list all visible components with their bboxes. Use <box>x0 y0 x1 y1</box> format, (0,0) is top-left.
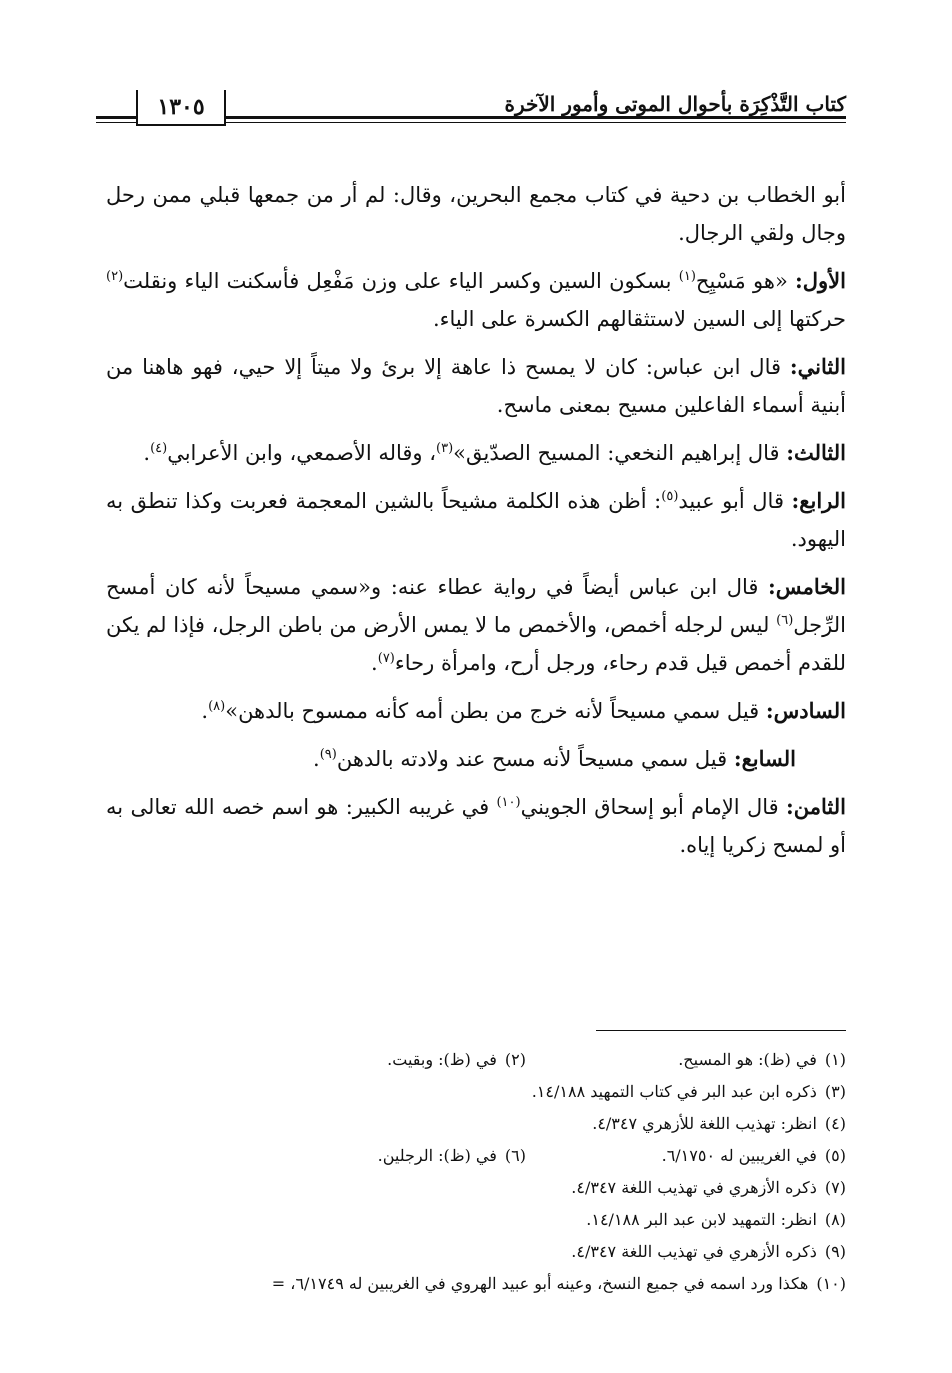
footnote-9 <box>571 1236 846 1268</box>
paragraph-text: ليس لرجله أخمص، والأخمص ما لا يمس الأرض من باطن الرجل، فإذا لم يكن للقدم أخمص قيل قدم رحاء، ورجل أرح، وامرأة رحاء <box>106 613 846 675</box>
paragraph-text: قال الإمام أبو إسحاق الجويني <box>520 795 787 819</box>
footnote-text: ذكره الأزهري في تهذيب اللغة ٤/٣٤٧. <box>571 1178 817 1197</box>
paragraph-text: . <box>371 651 378 675</box>
footnote-text: ذكره الأزهري في تهذيب اللغة ٤/٣٤٧. <box>571 1242 817 1261</box>
page-number: ١٣٠٥ <box>136 90 226 126</box>
footnote-text: انظر: تهذيب اللغة للأزهري ٤/٣٤٧. <box>592 1114 817 1133</box>
paragraph-text: ، وقاله الأصمعي، وابن الأعرابي <box>167 441 437 465</box>
paragraph-lead: السابع: <box>733 746 796 771</box>
footnote-4 <box>592 1108 846 1140</box>
paragraph-text: قال أبو عبيد <box>678 489 792 513</box>
running-title: كتاب التَّذْكِرَة بأحوال الموتى وأمور الآخرة <box>504 92 846 116</box>
footnote-text: هكذا ورد اسمه في جميع النسخ، وعينه أبو عبيد الهروي في الغريبين له ٦/١٧٤٩، = <box>271 1274 809 1293</box>
footnote-marker: (٧) <box>377 651 395 666</box>
paragraph-intro: أبو الخطاب بن دحية في كتاب مجمع البحرين، وقال: لم أر من جمعها قبلي ممن رحل وجال ولقي الرجال. <box>106 183 846 245</box>
footnote-marker: (٣) <box>436 441 454 456</box>
paragraph-text: قال ابن عباس: كان لا يمسح ذا عاهة إلا برئ ولا ميتاً إلا حيي، فهو هاهنا من أبنية أسماء الفاعلين مسيح بمعنى ماسح. <box>106 355 846 417</box>
paragraph-lead: السادس: <box>765 698 846 723</box>
footnote-1 <box>526 1044 846 1076</box>
paragraph-text: «هو مَسْيِح <box>695 269 796 293</box>
footnote-number: (٣) <box>824 1082 846 1101</box>
footnote-text: ذكره ابن عبد البر في كتاب التمهيد ١٤/١٨٨. <box>531 1082 817 1101</box>
footnote-number: (٥) <box>824 1146 846 1165</box>
paragraph-text: . <box>143 441 151 465</box>
paragraph-fourth <box>106 482 846 558</box>
footnote-marker: (٢) <box>106 269 124 284</box>
footnote-text: انظر: التمهيد لابن عبد البر ١٤/١٨٨. <box>586 1210 817 1229</box>
footnote-3 <box>532 1076 846 1108</box>
footnote-marker: (٥) <box>661 489 679 504</box>
footnote-number: (٧) <box>824 1178 846 1197</box>
paragraph-text: في غريبه الكبير: هو اسم خصه الله تعالى به أو لمسح زكريا إياه. <box>106 795 846 857</box>
footnote-6 <box>378 1140 526 1172</box>
footnote-marker: (٤) <box>150 441 168 456</box>
paragraph-text: . <box>201 699 209 723</box>
footnotes <box>86 1044 846 1300</box>
paragraph-text: قال ابن عباس أيضاً في رواية عطاء عنه: و«سمي مسيحاً لأنه كان أمسح الرِّجل <box>106 575 846 637</box>
paragraph-third <box>106 434 846 472</box>
paragraph-lead: الثالث: <box>786 440 846 465</box>
paragraph-sixth <box>106 692 846 730</box>
page-header <box>96 84 846 134</box>
footnote-text: في (ظ): الرجلين. <box>377 1146 497 1165</box>
footnote-row <box>86 1204 846 1236</box>
paragraph-fifth <box>106 568 846 682</box>
paragraph-lead: الخامس: <box>768 574 847 599</box>
paragraph-text: قيل سمي مسيحاً لأنه خرج من بطن أمه كأنه ممسوح بالدهن» <box>225 699 766 723</box>
footnote-marker: (١) <box>678 269 696 284</box>
paragraph-text: : أظن هذه الكلمة مشيحاً بالشين المعجمة فعربت وكذا تنطق به اليهود. <box>106 489 846 551</box>
footnote-row <box>86 1236 846 1268</box>
footnote-number: (٢) <box>504 1050 526 1069</box>
footnote-text: في الغريبين له ٦/١٧٥٠. <box>661 1146 817 1165</box>
footnote-row <box>86 1076 846 1108</box>
paragraph-text: قيل سمي مسيحاً لأنه مسح عند ولادته بالدهن <box>336 747 734 771</box>
footnote-2 <box>387 1044 526 1076</box>
footnote-5 <box>526 1140 846 1172</box>
footnote-7 <box>571 1172 846 1204</box>
footnote-number: (٨) <box>824 1210 846 1229</box>
footnote-marker: (٦) <box>776 613 794 628</box>
paragraph-seventh <box>106 740 846 778</box>
paragraph-lead: الأول: <box>795 268 846 293</box>
footnote-row <box>86 1172 846 1204</box>
footnote-row <box>86 1108 846 1140</box>
paragraph-eighth <box>106 788 846 864</box>
paragraph-text: . <box>313 747 320 771</box>
footnote-marker: (٨) <box>208 699 226 714</box>
footnote-number: (٤) <box>824 1114 846 1133</box>
paragraph-text: حركتها إلى السين لاستثقالهم الكسرة على الياء. <box>432 307 846 331</box>
footnote-10 <box>272 1268 846 1300</box>
paragraph-text: بسكون السين وكسر الياء على وزن مَفْعِل فأسكنت الياء ونقلت <box>123 269 679 293</box>
paragraph-lead: الرابع: <box>791 488 846 513</box>
footnote-number: (٩) <box>824 1242 846 1261</box>
footnote-number: (٦) <box>504 1146 526 1165</box>
footnote-number: (١) <box>824 1050 846 1069</box>
footnote-separator <box>596 1030 846 1031</box>
paragraph-first <box>106 262 846 338</box>
paragraph-lead: الثاني: <box>789 354 846 379</box>
paragraph-lead: الثامن: <box>786 794 846 819</box>
main-text <box>106 176 846 874</box>
footnote-row <box>86 1044 846 1076</box>
paragraph-text: قال إبراهيم النخعي: المسيح الصدّيق» <box>453 441 787 465</box>
paragraph-second <box>106 348 846 424</box>
footnote-marker: (١٠) <box>496 795 521 810</box>
footnote-row <box>86 1268 846 1300</box>
footnote-number: (١٠) <box>816 1274 846 1293</box>
footnote-marker: (٩) <box>319 747 337 762</box>
footnote-8 <box>586 1204 846 1236</box>
footnote-text: في (ظ): وبقيت. <box>387 1050 497 1069</box>
footnote-text: في (ظ): هو المسيح. <box>678 1050 817 1069</box>
footnote-row <box>86 1140 846 1172</box>
